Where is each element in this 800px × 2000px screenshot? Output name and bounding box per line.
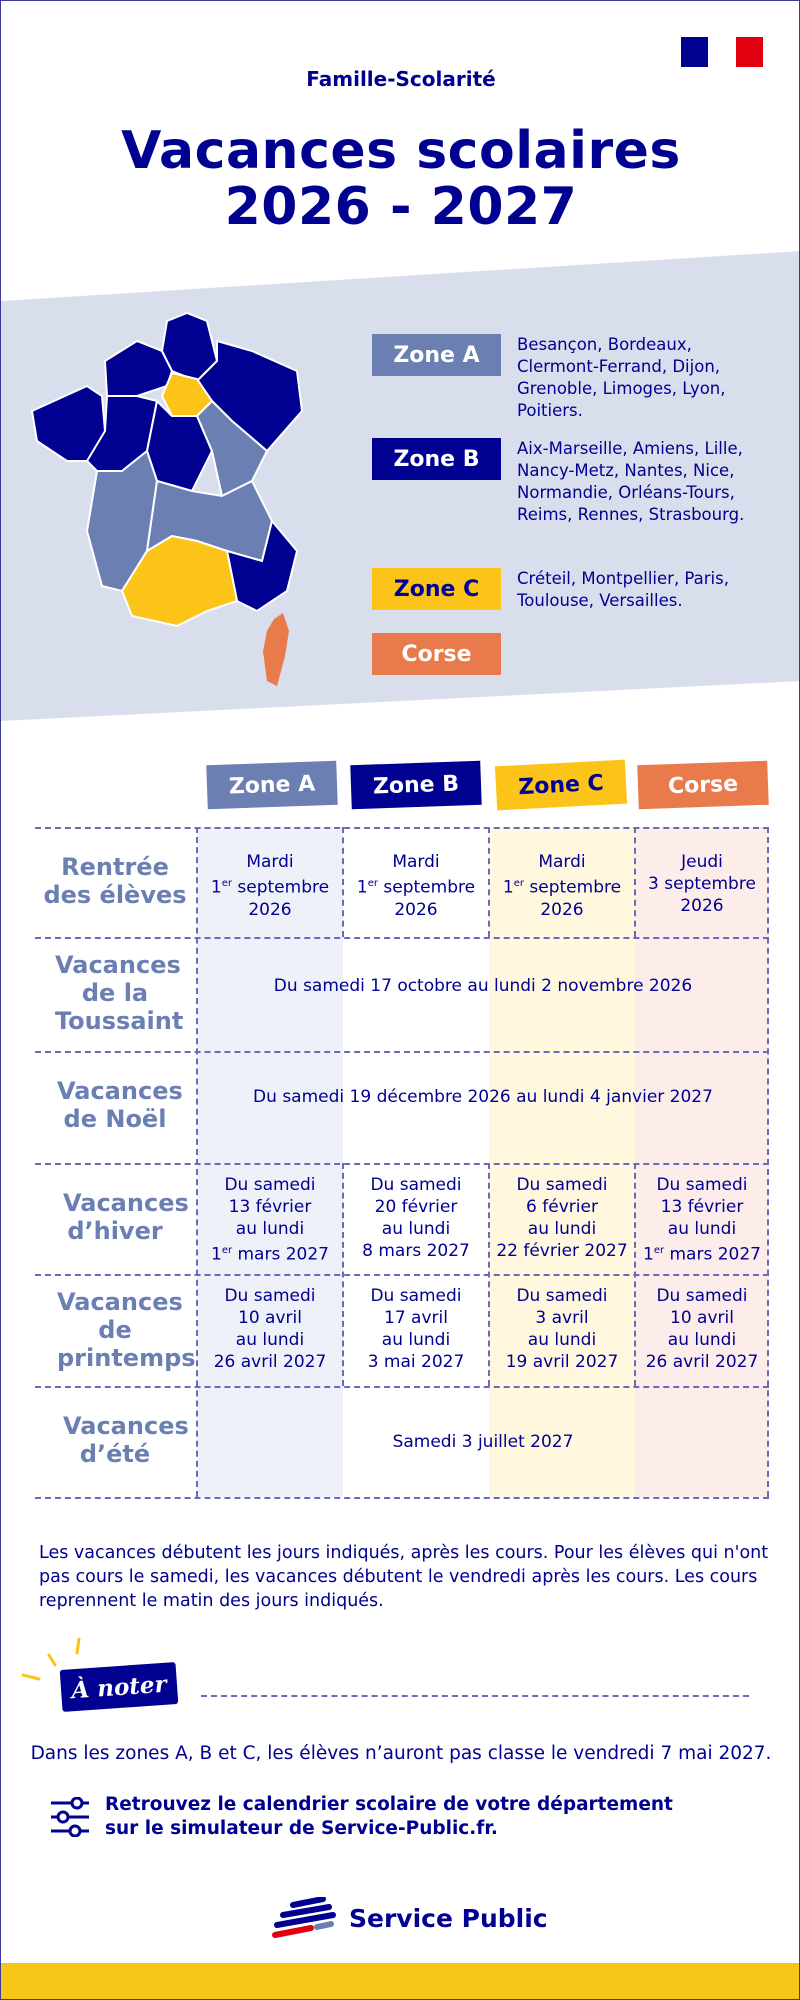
column-header-zone-c: Zone C — [495, 760, 627, 811]
cell-line — [489, 873, 635, 899]
row-divider — [35, 1497, 769, 1499]
dashed-separator — [201, 1695, 749, 1697]
row-label-toussaint: Vacances de la Toussaint — [55, 951, 184, 1035]
zone-b-cities: Aix-Marseille, Amiens, Lille, Nancy-Metz, Nantes, Nice, Normandie, Orléans-Tours, Reims, Rennes, Strasbourg. — [517, 439, 745, 524]
cell-line — [197, 1240, 343, 1266]
holiday-note: Les vacances débutent les jours indiqués, après les cours. Pour les élèves qui n'ont pas cours le samedi, les vacances débutent le vendredi après les cours. Les cours reprennent le matin des jours indiqués. — [39, 1543, 769, 1611]
row-label-hiver: Vacances d’hiver — [63, 1189, 189, 1245]
cell-text: mars 2027 — [232, 1244, 329, 1265]
column-divider — [196, 827, 198, 1497]
may-note: Dans les zones A, B et C, les élèves n’auront pas classe le vendredi 7 mai 2027. — [30, 1743, 772, 1764]
cell-line: 19 avril 2027 — [505, 1352, 619, 1372]
row-divider — [35, 827, 769, 829]
cell-text: septembre — [383, 877, 476, 898]
zone-c-badge: Zone C — [372, 568, 501, 610]
legend-corse — [372, 633, 501, 675]
cell-line: au lundi — [381, 1330, 451, 1350]
zone-a-badge: Zone A — [372, 334, 501, 376]
cell-line: 20 février — [374, 1197, 458, 1217]
cell-line: 6 février — [526, 1197, 598, 1217]
cell-line: 2026 — [540, 899, 584, 920]
service-public-logo: Service Public — [349, 1904, 548, 1933]
hiver-corse — [635, 1174, 769, 1266]
cell-line: Du samedi — [370, 1286, 462, 1306]
cell-text: 1 — [643, 1244, 654, 1265]
cell-sup: er — [653, 1245, 665, 1256]
rentree-zone-a — [197, 851, 343, 921]
toussaint-dates: Du samedi 17 octobre au lundi 2 novembre 2026 — [273, 976, 693, 996]
cell-text: 1 — [502, 877, 514, 898]
cell-line: 13 février — [660, 1197, 744, 1217]
cell-line: Du samedi — [224, 1286, 316, 1306]
cell-line: Du samedi — [516, 1286, 608, 1306]
cell-line: 2026 — [248, 899, 292, 920]
column-header-zone-a: Zone A — [206, 761, 337, 810]
cell-text: septembre — [529, 877, 622, 898]
legend-zone-a — [372, 334, 757, 422]
cell-line: 26 avril 2027 — [645, 1352, 759, 1372]
cell-line: 2026 — [394, 899, 438, 920]
row-label-printemps: Vacances de printemps — [57, 1288, 196, 1372]
printemps-zone-c — [489, 1285, 635, 1373]
cell-line: Du samedi — [370, 1175, 462, 1195]
title-line-1: Vacances scolaires — [121, 121, 681, 181]
cell-line: au lundi — [527, 1330, 597, 1350]
cell-sup: er — [221, 878, 232, 889]
rentree-zone-b — [343, 851, 489, 921]
cell-line: 22 février 2027 — [496, 1241, 628, 1261]
corse-column-bg — [635, 827, 769, 1497]
hiver-zone-c — [489, 1174, 635, 1262]
row-label-rentree: Rentrée des élèves — [43, 853, 187, 909]
cell-line: 13 février — [228, 1197, 312, 1217]
category-label: Famille-Scolarité — [306, 67, 496, 91]
zone-a-cities: Besançon, Bordeaux, Clermont-Ferrand, Dijon, Grenoble, Limoges, Lyon, Poitiers. — [517, 335, 726, 420]
cell-text: 1 — [356, 877, 368, 898]
cell-sup: er — [221, 1245, 233, 1256]
cell-line: 26 avril 2027 — [213, 1352, 327, 1372]
cell-text: 1 — [211, 1244, 222, 1265]
row-label-ete: Vacances d’été — [63, 1412, 189, 1468]
printemps-corse — [635, 1285, 769, 1373]
french-flag-icon — [681, 37, 763, 67]
footer-bar — [1, 1963, 800, 2000]
cell-line — [635, 1240, 769, 1266]
france-zones-map — [27, 301, 337, 701]
cell-line: Jeudi — [681, 852, 723, 872]
row-divider — [35, 1274, 769, 1276]
cell-line: Mardi — [392, 852, 440, 872]
corse-badge: Corse — [372, 633, 501, 675]
a-noter-badge: À noter — [60, 1662, 179, 1712]
cell-line: 3 mai 2027 — [367, 1352, 465, 1372]
sliders-icon — [49, 1797, 91, 1837]
cell-line: Du samedi — [224, 1175, 316, 1195]
cell-line: 17 avril — [384, 1308, 448, 1328]
zone-b-badge: Zone B — [372, 438, 501, 480]
cell-line — [197, 873, 343, 899]
legend-zone-c — [372, 568, 757, 612]
rentree-corse — [635, 851, 769, 917]
cell-line — [343, 873, 489, 899]
cell-line: au lundi — [527, 1219, 597, 1239]
cell-sup: er — [513, 878, 524, 889]
cell-line: 3 septembre — [648, 874, 756, 894]
row-divider — [35, 1163, 769, 1165]
cell-line: Du samedi — [656, 1286, 748, 1306]
zone-c-cities: Créteil, Montpellier, Paris, Toulouse, Versailles. — [517, 569, 729, 610]
corsica-region — [263, 613, 289, 686]
printemps-zone-a — [197, 1285, 343, 1373]
title-line-2: 2026 - 2027 — [224, 177, 578, 237]
ete-dates: Samedi 3 juillet 2027 — [392, 1432, 574, 1452]
cell-line: au lundi — [381, 1219, 451, 1239]
page-title — [1, 123, 800, 235]
zone-a-column-bg — [197, 827, 343, 1497]
cell-line: au lundi — [667, 1330, 737, 1350]
cell-text: septembre — [237, 877, 330, 898]
cell-line: 2026 — [680, 896, 724, 916]
cell-line: Mardi — [538, 852, 586, 872]
row-divider — [35, 937, 769, 939]
row-divider — [35, 1386, 769, 1388]
cell-text: 1 — [210, 877, 222, 898]
row-label-noel: Vacances de Noël — [57, 1077, 183, 1133]
hiver-zone-b — [343, 1174, 489, 1262]
row-divider — [35, 1051, 769, 1053]
simulator-line-1: Retrouvez le calendrier scolaire de votre département — [105, 1794, 673, 1815]
cell-line: au lundi — [235, 1330, 305, 1350]
cell-line: 8 mars 2027 — [362, 1241, 470, 1261]
cell-line: au lundi — [667, 1219, 737, 1239]
column-header-zone-b: Zone B — [350, 761, 481, 810]
cell-sup: er — [367, 878, 378, 889]
service-public-logo-icon — [271, 1897, 341, 1943]
zone-c-column-bg — [489, 827, 635, 1497]
column-header-corse: Corse — [637, 761, 768, 810]
cell-line: 10 avril — [238, 1308, 302, 1328]
cell-text: mars 2027 — [664, 1244, 761, 1265]
column-divider — [767, 827, 769, 1497]
legend-zone-b — [372, 438, 757, 526]
hiver-zone-a — [197, 1174, 343, 1266]
printemps-zone-b — [343, 1285, 489, 1373]
simulator-line-2: sur le simulateur de Service-Public.fr. — [105, 1818, 498, 1839]
cell-line: Du samedi — [656, 1175, 748, 1195]
noel-dates: Du samedi 19 décembre 2026 au lundi 4 janvier 2027 — [253, 1087, 713, 1107]
cell-line: Du samedi — [516, 1175, 608, 1195]
rentree-zone-c — [489, 851, 635, 921]
cell-line: 10 avril — [670, 1308, 734, 1328]
cell-line: au lundi — [235, 1219, 305, 1239]
cell-line: Mardi — [246, 852, 294, 872]
cell-line: 3 avril — [535, 1308, 589, 1328]
simulator-link[interactable] — [105, 1793, 705, 1841]
